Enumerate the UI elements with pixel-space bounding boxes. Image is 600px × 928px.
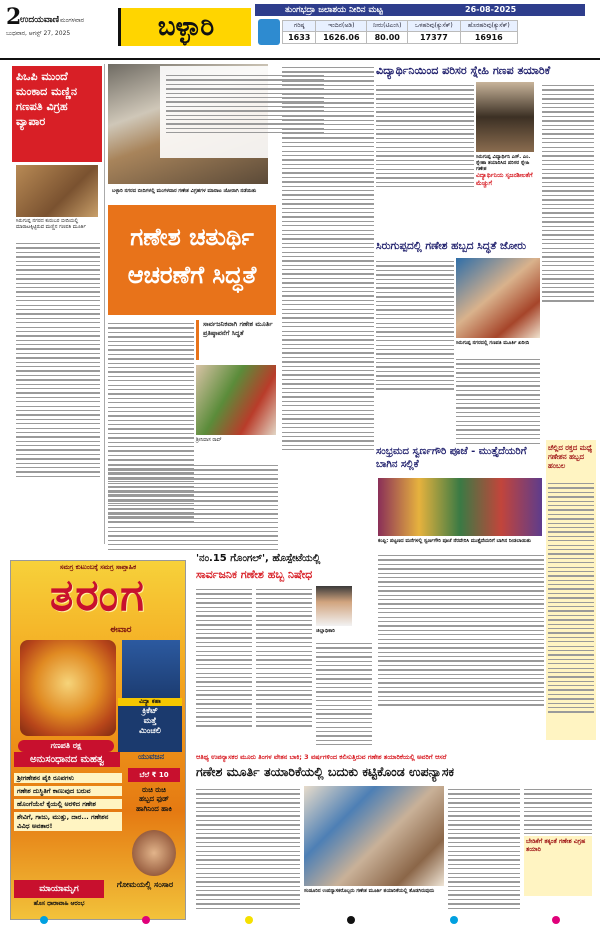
ad-tagline: ಸಮಗ್ರ ಕುಟುಂಬಕ್ಕೆ ಸಮಗ್ರ ಸಾಪ್ತಾಹಿಕ (59, 563, 137, 571)
sirugupa-market-photo (456, 258, 540, 338)
right-top-body (376, 82, 474, 190)
right-top-subhead: ವಿದ್ಯಾರ್ಥಿನಿಯ ಸೃಜನಶೀಲತೆಗೆ ಮೆಚ್ಚುಗೆ (476, 172, 533, 187)
bottom-story-footnote: ಬೇಡಿಕೆಗೆ ತಕ್ಕಂತೆ ಗಣೇಶ ವಿಗ್ರಹ ತಯಾರಿ (524, 836, 592, 896)
ad-list-item: ಹೊಂಗೆಯೆಲೆ ಕೈಯಲ್ಲಿ ಅರಳಿದ ಗಣೇಶ (14, 799, 122, 809)
main-story-body-bottom (108, 462, 278, 553)
reg-mark-cyan (450, 916, 458, 924)
column-divider (104, 64, 105, 544)
ad-side-text (128, 786, 180, 814)
ad-footer-2: ಗೋಮಯಲ್ಲಿ ಸಂಸಾರ (116, 880, 174, 889)
market-photo-caption: ಸಿರುಗುಪ್ಪ ನಗರದಲ್ಲಿ ಗಣಪತಿ ಮೂರ್ತಿ ಖರೀದಿ (456, 340, 530, 346)
bottom-story-body-col3 (448, 786, 520, 912)
main-quote-block: ಸಾರ್ವಜನಿಕವಾಗಿ ಗಣೇಶ ಮೂರ್ತಿ ಪ್ರತಿಷ್ಠಾಪನೆಗೆ ಸಿದ್ಧತೆ (196, 320, 283, 360)
ad-list-item: ಗಣೇಶ ದುಸ್ಥಿತಿಗೆ ಕಾಣುವುದ ಬರುವ (14, 786, 122, 796)
no15-body-col3 (316, 640, 372, 748)
ad-footer-1: ಮಾಯಾಮೃಗ (14, 880, 104, 898)
dam-header: ನೀರು(ಟಿಎಂಸಿ) (367, 21, 408, 32)
reg-mark-cyan (40, 916, 48, 924)
cricket-text-2: ಮತ್ತೆ (143, 716, 157, 725)
bottom-story-kicker: ಆತಿಥ್ಯ ಉಪನ್ಯಾಸಕರ ಮೂರು ತಿಂಗಳ ವೇತನ ಬಾಕಿ; 3 ವರ್ಷಗಳಿಂದ ಕಲಿಸುತ್ತಿರುವ ಗಣೇಶ ತಯಾರಿಕೆಯಲ್ಲಿ ಅವರಿಗೆ ಆಸರೆ (196, 753, 447, 761)
main-title-line1: ಗಣೇಶ ಚತುರ್ಥಿ (130, 223, 254, 251)
paper-name: ಉದಯವಾಣಿ (20, 15, 60, 25)
reg-mark-magenta (552, 916, 560, 924)
ad-side-line: ರುಚಿ ರುಚಿ (142, 786, 166, 794)
official-portrait (316, 586, 352, 626)
dam-header: ಹೊರಹರಿವು(ಕ್ಯುಸೆಕ್) (460, 21, 517, 32)
ad-sub-brand: ಈವಾರ (110, 625, 132, 635)
dam-info-title: ತುಂಗಭದ್ರಾ ಜಲಾಶಯ ನೀರಿನ ಮಟ್ಟ (255, 4, 585, 16)
actress-photo (132, 830, 176, 876)
ad-side-line: ಹಾಗಿನಿಂದ ಹಾಕಿ (136, 804, 172, 813)
student-photo-caption: ಸಿರುಗುಪ್ಪ ವಿದ್ಯಾರ್ಥಿನಿ ಎಸ್. ಎಂ. ಸ್ನೇಹಾ ತಯಾರಿಸಿದ ಪರಿಸರ ಸ್ನೇಹಿ ಗಣೇಶ (476, 154, 531, 172)
city-name: ಬಳ್ಳಾರಿ (118, 8, 251, 46)
right-top-body-col2 (542, 82, 594, 305)
dam-info-date: 26-08-2025 (465, 5, 517, 14)
right-top-headline: ವಿದ್ಯಾರ್ಥಿನಿಯಿಂದ ಪರಿಸರ ಸ್ನೇಹಿ ಗಣಪ ತಯಾರಿಕೆ (376, 64, 551, 77)
ad-list (14, 773, 122, 834)
clay-ganesha-photo (16, 165, 98, 217)
cricket-feature-label: ವಿದ್ಯಾ ಕಹಾ (118, 698, 182, 706)
ad-price: ಬೆಲೆ ₹ 10 (128, 768, 180, 782)
date-line: ಬುಧವಾರ, ಆಗಸ್ಟ್ 27, 2025 (6, 30, 71, 37)
ad-side-line: ಹಬ್ಬದ ಫುಡ್ (139, 795, 169, 804)
pooja-photo-caption: ಶ್ರೀನಿವಾಸ ರಾವ್ (196, 437, 222, 443)
dam-value: 1626.06 (316, 32, 367, 44)
main-story-title-box (108, 205, 276, 315)
dam-header: ಒಳಹರಿವು(ಕ್ಯುಸೆಕ್) (408, 21, 460, 32)
no15-body-col1 (196, 586, 252, 730)
page-number: 2 (6, 4, 22, 30)
side-box-body (548, 480, 594, 716)
reg-mark-magenta (142, 916, 150, 924)
bottom-story-body-col1 (196, 786, 300, 912)
cricket-text-4: ಯುವಜನ (137, 752, 165, 761)
no15-headline-2: ಸಾರ್ವಜನಿಕ ಗಣೇಶ ಹಬ್ಬ ನಿಷೇಧ (196, 568, 313, 581)
ad-brand: ತರಂಗ (50, 570, 146, 621)
reg-mark-yellow (245, 916, 253, 924)
right-mid-body-2 (456, 356, 540, 447)
registration-marks (40, 916, 560, 924)
ad-list-item: ಶೇವಿಗೆ, ಗಾಜು, ಮುತ್ತು, ದಾರ... ಗಣೇಶನ ವಿವಿಧ ಅವತಾರ! (14, 812, 122, 830)
reg-mark-black (347, 916, 355, 924)
sambhrama-photo-caption: ಕಂಪ್ಲಿ: ಪಟ್ಟಣದ ಮನೆಗಳಲ್ಲಿ ಸ್ವರ್ಣಗೌರಿ ಪೂಜೆ ನೆರವೇರಿಸಿ ಮುತ್ತೈದೆಯರಿಗೆ ಬಾಗಿನ ನೀಡಲಾಯಿತು (378, 538, 531, 544)
main-title-line2: ಆಚರಣೆಗೆ ಸಿದ್ಧತೆ (127, 261, 257, 289)
cricket-text-3: ಮಿಂಚಲಿ (139, 726, 161, 735)
edition-label: ಮಂಗಳವಾರ (60, 17, 85, 24)
dam-header: ಇಂದಿನ(ಅಡಿ) (316, 21, 367, 32)
masthead-rule (0, 58, 600, 60)
ganesha-idol-image (20, 640, 116, 736)
side-box-headline: ಚೆಲ್ಲಿದ ರಕ್ತದ ಮಧ್ಯೆ ಗಣೇಶನ ಹಬ್ಬದ ಹಂಬಲ (548, 444, 593, 471)
no15-headline-1: 'ನಂ.15 ಗೊಂಗಲ್', ಹೊಸ್ಪೇಟೆಯಲ್ಲಿ (196, 553, 321, 564)
dam-value: 1633 (283, 32, 316, 44)
dam-value: 80.00 (367, 32, 408, 44)
left-column-body (16, 240, 100, 480)
student-photo (476, 82, 534, 152)
dam-value: 16916 (460, 32, 517, 44)
dam-logo-icon (258, 19, 280, 45)
dam-level-table (282, 20, 518, 44)
ad-footer-sub: ಹೊಸ ಧಾರಾವಾಹಿ ಆರಂಭ (33, 900, 85, 907)
sambhrama-headline: ಸಂಭ್ರಮದ ಸ್ವರ್ಣಗೌರಿ ಪೂಜೆ - ಮುತ್ತೈದೆಯರಿಗೆ ಬಾಗಿನ ಸಲ್ಲಿಕೆ (376, 446, 527, 470)
swarnagowri-pooja-photo (378, 478, 542, 536)
ad-list-item: ಶ್ರೀಗಣೇಶನ ಪೈಕಿ ರೂಪಗಳು (14, 773, 122, 783)
no15-body-col2 (256, 586, 312, 730)
ad-banner-1: ಗಣಪತಿ ರಕ್ಷ (18, 740, 114, 752)
main-photo-caption: ಬಳ್ಳಾರಿ ನಗರದ ಬೀದಿಗಳಲ್ಲಿ ಮಂಗಳವಾರ ಗಣೇಶ ವಿಗ್ರಹಗಳ ಮಾರಾಟ ಜೋರಾಗಿ ನಡೆಯಿತು (112, 188, 257, 194)
workshop-photo-caption: ಸಂಡೂರಿನ ಉಪನ್ಯಾಸಕರೊಬ್ಬರು ಗಣೇಶ ಮೂರ್ತಿ ತಯಾರಿಕೆಯಲ್ಲಿ ತೊಡಗಿರುವುದು (304, 888, 435, 894)
lecturer-workshop-photo (304, 786, 444, 886)
right-mid-headline: ಸಿರುಗುಪ್ಪದಲ್ಲಿ ಗಣೇಶ ಹಬ್ಬದ ಸಿದ್ಧತೆ ಜೋರು (376, 240, 527, 252)
cricket-text-1: ಕ್ರಿಕೆಟ್ (142, 706, 158, 715)
bottom-story-body-col4 (524, 786, 592, 842)
right-mid-body (376, 258, 454, 393)
cricketer-photo (122, 640, 180, 702)
left-photo-caption: ಸಿರುಗುಪ್ಪ ನಗರದ ಕುರುಬರ ಬೀದಿಯಲ್ಲಿ ಮಾರಾಟಕ್ಕಿಟ್ಟಿರುವ ಮಣ್ಣಿನ ಗಣಪತಿ ಮೂರ್ತಿ (16, 218, 86, 230)
dam-header: ಗರಿಷ್ಠ (283, 21, 316, 32)
dam-value: 17377 (408, 32, 460, 44)
pooja-items-photo (196, 365, 276, 435)
bottom-story-headline: ಗಣೇಶ ಮೂರ್ತಿ ತಯಾರಿಕೆಯಲ್ಲಿ ಬದುಕು ಕಟ್ಟಿಕೊಂಡ ಉಪನ್ಯಾಸಕ (196, 764, 454, 779)
portrait-caption: ಜಿಲ್ಲಾಧಿಕಾರಿ (316, 628, 335, 634)
sambhrama-body (378, 552, 544, 709)
cricket-feature-box (118, 698, 182, 752)
ad-banner-2: ಅನುಸಂಧಾನದ ಮಹತ್ವ (14, 752, 120, 767)
middle-column-body (282, 64, 374, 453)
left-headline: ಪಿಒಪಿ ಮುಂದೆ ಮಂಕಾದ ಮಣ್ಣಿನ ಗಣಪತಿ ವಿಗ್ರಹ ವ್ಯಾಪಾರ (12, 66, 102, 162)
